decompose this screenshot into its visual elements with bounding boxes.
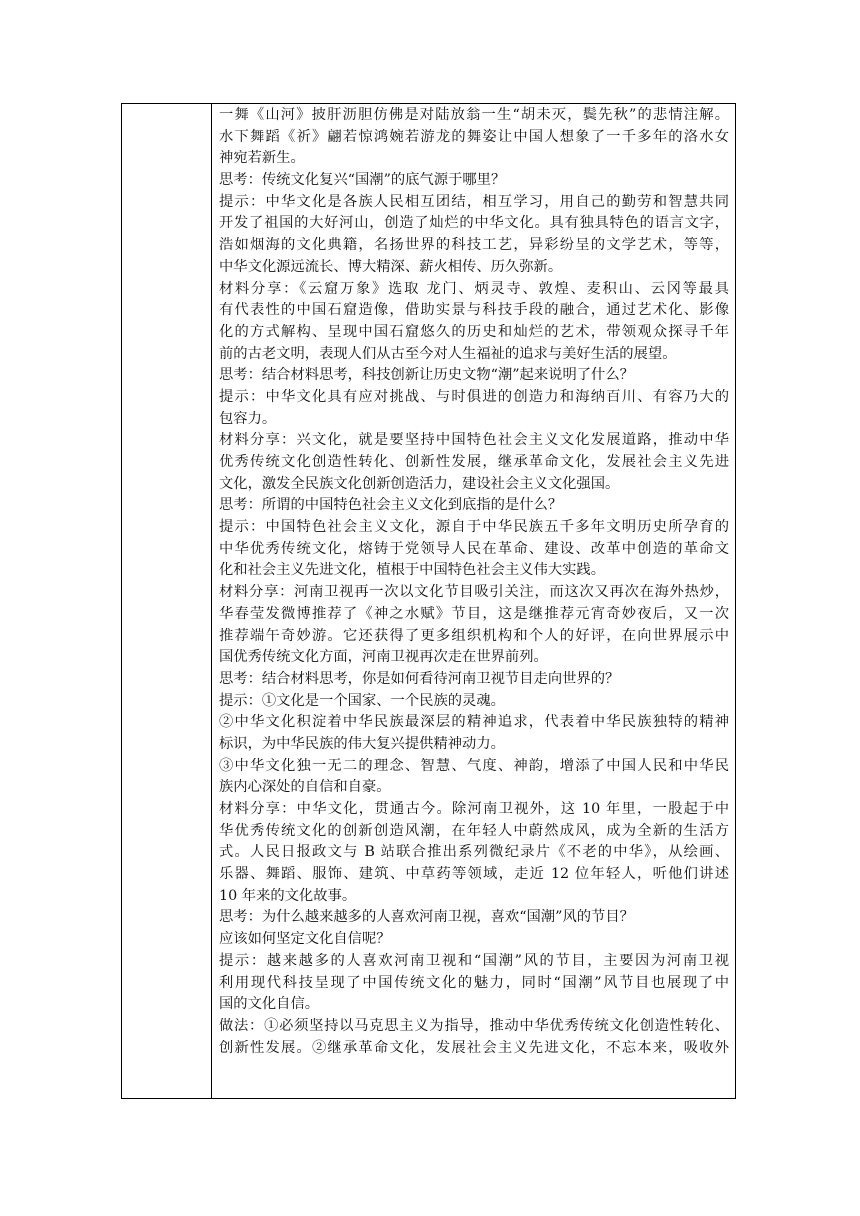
text-line: 包容力。 — [219, 410, 277, 427]
text-line: 利用现代科技呈现了中国传统文化的魅力，同时“国潮”风节目也展现了中 — [219, 974, 729, 991]
text-line: 神宛若新生。 — [219, 150, 305, 167]
text-line: ②中华文化积淀着中华民族最深层的精神追求，代表着中华民族独特的精神 — [219, 714, 729, 731]
text-line: 浩如烟海的文化典籍，名扬世界的科技工艺，异彩纷呈的文学艺术，等等， — [219, 237, 729, 254]
text-line: 优秀传统文化创造性转化、创新性发展，继承革命文化，发展社会主义先进 — [219, 454, 729, 470]
text-line: 国的文化自信。 — [219, 996, 320, 1013]
table-content-cell — [219, 105, 729, 1059]
text-line: 一舞《山河》披肝沥胆仿佛是对陆放翁一生“胡未灭，鬓先秋”的悲情注解。 — [219, 107, 729, 123]
text-line: 推荐端午奇妙游。它还获得了更多组织机构和个人的好评，在向世界展示中 — [219, 627, 729, 644]
text-line: 思考：传统文化复兴“国潮”的底气源于哪里？ — [219, 172, 506, 189]
text-line: 水下舞蹈《祈》翩若惊鸿婉若游龙的舞姿让中国人想象了一千多年的洛水女 — [219, 128, 729, 145]
text-line: 开发了祖国的大好河山，创造了灿烂的中华文化。具有独具特色的语言文字， — [219, 215, 729, 232]
text-line: 提示：中国特色社会主义文化，源自于中华民族五千多年文明历史所孕育的 — [219, 519, 729, 536]
text-line: 材料分享：河南卫视再一次以文化节目吸引关注，而这次又再次在海外热炒， — [219, 584, 729, 601]
text-line: 华春莹发微博推荐了《神之水赋》节目，这是继推荐元宵奇妙夜后，又一次 — [219, 605, 729, 622]
table-left-column — [122, 104, 212, 1098]
text-line: 前的古老文明，表现人们从古至今对人生福祉的追求与美好生活的展望。 — [219, 345, 677, 362]
text-line: 创新性发展。②继承革命文化，发展社会主义先进文化，不忘本来，吸收外 — [219, 1039, 729, 1056]
text-line: 10 年来的文化故事。 — [219, 887, 357, 904]
text-line: 中华优秀传统文化，熔铸于党领导人民在革命、建设、改革中创造的革命文 — [219, 540, 729, 557]
text-line: 提示：越来越多的人喜欢河南卫视和“国潮”风的节目，主要因为河南卫视 — [219, 952, 729, 969]
text-line: ③中华文化独一无二的理念、智慧、气度、神韵，增添了中国人民和中华民 — [219, 757, 729, 774]
text-line: 思考：结合材料思考，科技创新让历史文物“潮”起来说明了什么？ — [219, 367, 634, 384]
text-line: 族内心深处的自信和自豪。 — [219, 779, 391, 796]
text-line: 提示：中华文化是各族人民相互团结，相互学习，用自己的勤劳和智慧共同 — [219, 193, 729, 210]
text-line: 思考：结合材料思考，你是如何看待河南卫视节目走向世界的？ — [219, 670, 620, 687]
text-line: 化的方式解构、呈现中国石窟悠久的历史和灿烂的艺术，带领观众探寻千年 — [219, 323, 729, 340]
text-line: 化和社会主义先进文化，植根于中国特色社会主义伟大实践。 — [219, 562, 606, 579]
text-line: 提示：①文化是一个国家、一个民族的灵魂。 — [219, 692, 505, 709]
text-line: 乐器、舞蹈、服饰、建筑、中草药等领域，走近 12 位年轻人，听他们讲述 — [219, 866, 729, 883]
text-line: 材料分享：中华文化，贯通古今。除河南卫视外，这 10 年里，一股起于中 — [219, 801, 729, 817]
text-line: 国优秀传统文化方面，河南卫视再次走在世界前列。 — [219, 649, 548, 666]
text-line: 思考：所谓的中国特色社会主义文化到底指的是什么？ — [219, 497, 563, 514]
text-line: 有代表性的中国石窟造像，借助实景与科技手段的融合，通过艺术化、影像 — [219, 302, 729, 319]
text-line: 做法：①必须坚持以马克思主义为指导，推动中华优秀传统文化创造性转化、 — [219, 1017, 729, 1034]
text-line: 华优秀传统文化的创新创造风潮，在年轻人中蔚然成风，成为全新的生活方 — [219, 822, 729, 839]
text-line: 材料分享：兴文化，就是要坚持中国特色社会主义文化发展道路，推动中华 — [219, 432, 729, 449]
text-line: 提示：中华文化具有应对挑战、与时俱进的创造力和海纳百川、有容乃大的 — [219, 388, 729, 405]
text-line: 标识，为中华民族的伟大复兴提供精神动力。 — [219, 735, 505, 752]
text-line: 文化，激发全民族文化创新创造活力，建设社会主义文化强国。 — [219, 475, 620, 492]
text-line: 思考：为什么越来越多的人喜欢河南卫视，喜欢“国潮”风的节目？ — [219, 909, 634, 926]
lesson-table — [121, 103, 736, 1099]
text-line: 式。人民日报政文与 B 站联合推出系列微纪录片《不老的中华》，从绘画、 — [219, 844, 729, 861]
text-line: 材料分享：《云窟万象》选取 龙门、炳灵寺、敦煌、麦积山、云冈等最具 — [219, 280, 729, 297]
text-line: 中华文化源远流长、博大精深、薪火相传、历久弥新。 — [219, 258, 563, 275]
text-line: 应该如何坚定文化自信呢？ — [219, 931, 391, 948]
